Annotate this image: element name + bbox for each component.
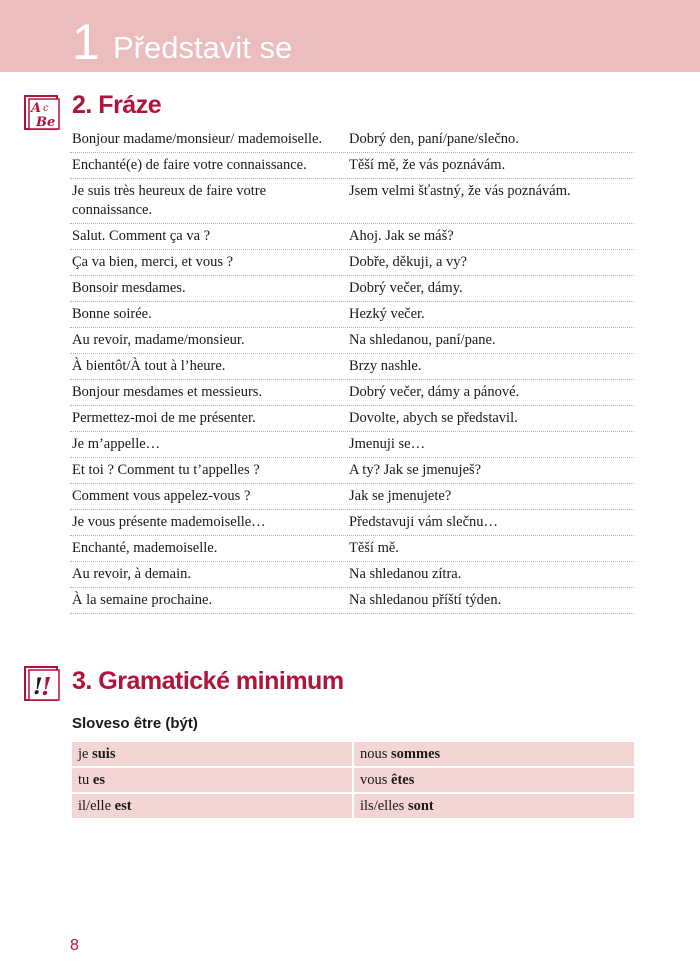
- phrase-czech: Těší mě.: [349, 540, 399, 556]
- phrase-french: Ça va bien, merci, et vous ?: [72, 254, 234, 270]
- phrase-czech: Ahoj. Jak se máš?: [349, 228, 454, 244]
- phrase-french: Salut. Comment ça va ?: [72, 228, 211, 244]
- phrase-row: [70, 276, 634, 302]
- verb-form: es: [92, 772, 105, 788]
- abc-phrases-icon: [24, 95, 64, 131]
- conjugation-plural: [354, 742, 634, 766]
- phrase-row: [70, 224, 634, 250]
- conjugation-singular: [72, 768, 352, 792]
- page-number: 8: [70, 937, 79, 954]
- section-title-grammar: 3. Gramatické minimum: [72, 667, 344, 695]
- phrase-czech: Jak se jmenujete?: [349, 488, 452, 504]
- grammar-subheading: Sloveso être (být): [72, 715, 198, 732]
- svg-text:A: A: [31, 101, 42, 116]
- phrase-french: Bonsoir mesdames.: [72, 280, 186, 296]
- phrase-french: Au revoir, à demain.: [72, 566, 192, 582]
- pronoun: il/elle: [78, 798, 112, 814]
- phrase-czech: Dobrý večer, dámy a pánové.: [349, 384, 520, 400]
- phrase-french: À la semaine prochaine.: [72, 592, 213, 608]
- phrase-czech: Jmenuji se…: [349, 436, 426, 452]
- conjugation-table: [72, 742, 634, 820]
- phrase-row: [70, 588, 634, 614]
- phrase-french: Bonjour madame/monsieur/ mademoiselle.: [72, 131, 323, 147]
- section-title-phrases: 2. Fráze: [72, 91, 162, 119]
- phrase-french: Permettez-moi de me présenter.: [72, 410, 256, 426]
- verb-form: êtes: [391, 772, 415, 788]
- pronoun: vous: [360, 772, 388, 788]
- phrase-french: Bonjour mesdames et messieurs.: [72, 384, 263, 400]
- phrase-czech: Na shledanou zítra.: [349, 566, 462, 582]
- phrase-french: Au revoir, madame/monsieur.: [72, 332, 245, 348]
- phrase-french: Comment vous appelez-vous ?: [72, 488, 251, 504]
- exclamation-grammar-icon: [24, 666, 64, 702]
- conjugation-singular: [72, 742, 352, 766]
- conjugation-plural: [354, 794, 634, 818]
- phrase-row: [70, 432, 634, 458]
- phrase-czech: A ty? Jak se jmenuješ?: [349, 462, 482, 478]
- phrase-czech: Těší mě, že vás poznávám.: [349, 157, 506, 173]
- phrase-french: Enchanté, mademoiselle.: [72, 540, 218, 556]
- conjugation-row: [72, 768, 634, 792]
- phrase-row: [70, 153, 634, 179]
- phrase-row: [70, 328, 634, 354]
- svg-text:Be: Be: [36, 115, 56, 130]
- phrase-row: [70, 354, 634, 380]
- conjugation-singular: [72, 794, 352, 818]
- phrase-czech: Jsem velmi šťastný, že vás poznávám.: [349, 183, 571, 199]
- conjugation-row: [72, 794, 634, 818]
- phrase-czech: Na shledanou příští týden.: [349, 592, 502, 608]
- phrase-row: [70, 179, 634, 224]
- phrase-czech: Na shledanou, paní/pane.: [349, 332, 496, 348]
- conjugation-plural: [354, 768, 634, 792]
- phrase-row: [70, 458, 634, 484]
- phrase-czech: Představuji vám slečnu…: [349, 514, 499, 530]
- pronoun: ils/elles: [360, 798, 405, 814]
- phrase-czech: Dovolte, abych se představil.: [349, 410, 518, 426]
- svg-text:c: c: [43, 103, 49, 114]
- phrase-row: [70, 406, 634, 432]
- svg-text:!: !: [41, 672, 52, 701]
- phrase-czech: Dobrý večer, dámy.: [349, 280, 463, 296]
- phrase-table: [70, 127, 634, 614]
- phrase-row: [70, 250, 634, 276]
- phrase-czech: Hezký večer.: [349, 306, 425, 322]
- phrase-french: Je m’appelle…: [72, 436, 161, 452]
- phrase-row: [70, 562, 634, 588]
- phrase-czech: Dobrý den, paní/pane/slečno.: [349, 131, 519, 147]
- phrase-french: Et toi ? Comment tu t’appelles ?: [72, 462, 260, 478]
- phrase-czech: Brzy nashle.: [349, 358, 422, 374]
- phrase-french: À bientôt/À tout à l’heure.: [72, 358, 226, 374]
- verb-form: suis: [92, 746, 116, 762]
- pronoun: tu: [78, 772, 90, 788]
- pronoun: nous: [360, 746, 388, 762]
- chapter-header: [0, 0, 700, 72]
- svg-text:!: !: [33, 674, 43, 700]
- phrase-french: Enchanté(e) de faire votre connaissance.: [72, 157, 307, 173]
- phrase-row: [70, 510, 634, 536]
- phrase-czech: Dobře, děkuji, a vy?: [349, 254, 467, 270]
- phrase-french: Bonne soirée.: [72, 306, 152, 322]
- verb-form: sommes: [391, 746, 441, 762]
- pronoun: je: [78, 746, 89, 762]
- phrase-french: Je vous présente mademoiselle…: [72, 514, 266, 530]
- verb-form: est: [114, 798, 132, 814]
- phrase-row: [70, 127, 634, 153]
- conjugation-row: [72, 742, 634, 766]
- phrase-row: [70, 302, 634, 328]
- verb-form: sont: [407, 798, 434, 814]
- phrase-row: [70, 536, 634, 562]
- chapter-title: Představit se: [113, 30, 293, 65]
- phrase-row: [70, 380, 634, 406]
- chapter-number: 1: [72, 14, 100, 70]
- phrase-row: [70, 484, 634, 510]
- phrase-french: Je suis très heureux de faire votre connaissance.: [72, 183, 267, 218]
